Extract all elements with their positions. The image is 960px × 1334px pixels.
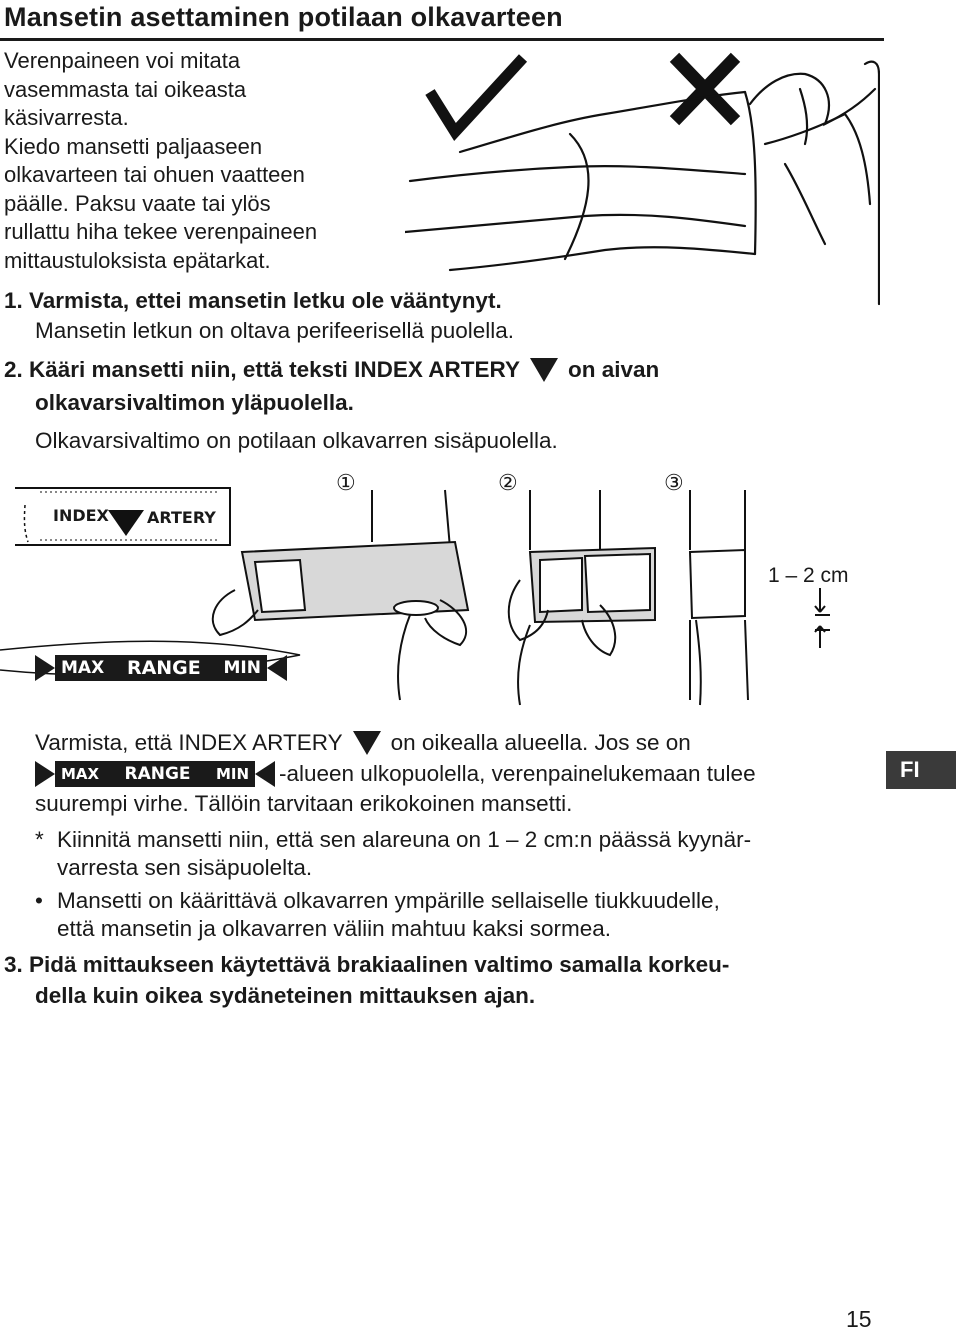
verify-text-b: on oikealla alueella. Jos se on — [390, 730, 691, 755]
dot-line2: että mansetin ja olkavarren väliin mahtuu kaksi sormea. — [57, 916, 612, 941]
range-indicator-inline — [35, 761, 275, 787]
dot-marker: • — [35, 888, 43, 913]
step-number-1: ① — [336, 470, 356, 495]
range-right-arrow-icon — [35, 761, 55, 787]
arm-illustration — [405, 44, 880, 306]
verify-line2 — [35, 759, 756, 789]
range-bar — [55, 655, 267, 681]
step2-heading-cont: olkavarsivaltimon yläpuolella. — [35, 390, 354, 415]
title-rule — [0, 38, 884, 41]
language-tab: FI — [886, 751, 956, 789]
page-number: 15 — [846, 1306, 872, 1332]
verify-text: -alueen ulkopuolella, verenpainelukemaan tulee — [279, 761, 756, 786]
verify-text: Varmista, että INDEX ARTERY — [35, 730, 343, 755]
index-label: INDEX — [53, 506, 109, 525]
step3-line1: 3. Pidä mittaukseen käytettävä brakiaalinen valtimo samalla korkeu- — [4, 952, 730, 977]
range-bar — [55, 761, 255, 787]
artery-label: ARTERY — [147, 508, 216, 527]
distance-label: 1 – 2 cm — [768, 564, 849, 587]
step-number-3: ③ — [664, 470, 684, 495]
range-range: RANGE — [126, 657, 201, 679]
page-title: Mansetin asettaminen potilaan olkavarteen — [4, 2, 563, 32]
range-min: MIN — [215, 765, 249, 783]
step2-heading — [4, 357, 659, 383]
range-max: MAX — [61, 765, 100, 783]
star-line1: Kiinnitä mansetti niin, että sen alareuna on 1 – 2 cm:n päässä kyynär- — [57, 827, 752, 852]
intro-paragraph — [4, 47, 404, 275]
dot-line1: Mansetti on käärittävä olkavarren ympärille sellaiselle tiukkuudelle, — [57, 888, 720, 913]
intro-line: päälle. Paksu vaate tai ylös — [4, 190, 271, 216]
index-arrow-icon — [108, 510, 144, 536]
index-arrow-icon — [353, 731, 381, 755]
step2-heading-text: 2. Kääri mansetti niin, että teksti INDEX ARTERY — [4, 357, 520, 382]
range-left-arrow-icon — [255, 761, 275, 787]
intro-line: vasemmasta tai oikeasta — [4, 76, 247, 102]
range-right-arrow-icon — [35, 655, 55, 681]
intro-line: käsivarresta. — [4, 105, 129, 130]
step2-note: Olkavarsivaltimo on potilaan olkavarren sisäpuolella. — [35, 428, 558, 453]
verify-line1 — [35, 728, 691, 758]
step3-line2: della kuin oikea sydäneteinen mittauksen ajan. — [35, 983, 536, 1008]
arm-drawing — [405, 62, 879, 304]
intro-line: rullattu hiha tekee verenpaineen — [4, 219, 318, 244]
step1-heading: 1. Varmista, ettei mansetin letku ole vääntynyt. — [4, 288, 502, 313]
intro-line: olkavarteen tai ohuen vaatteen — [4, 162, 305, 187]
range-left-arrow-icon — [267, 655, 287, 681]
step1-note: Mansetin letkun on oltava perifeerisellä puolella. — [35, 318, 515, 343]
checkmark-icon — [430, 58, 523, 132]
range-indicator — [35, 654, 287, 682]
verify-line3: suurempi virhe. Tällöin tarvitaan erikokoinen mansetti. — [35, 791, 573, 816]
star-line2: varresta sen sisäpuolelta. — [57, 855, 313, 880]
range-max: MAX — [61, 658, 105, 678]
cross-icon — [679, 62, 731, 116]
range-range: RANGE — [124, 764, 191, 784]
step-number-2: ② — [498, 470, 518, 495]
step2-heading-text-b: on aivan — [567, 357, 660, 382]
intro-line: mittaustuloksista epätarkat. — [4, 247, 271, 273]
star-marker: * — [35, 827, 44, 852]
intro-line: Kiedo mansetti paljaaseen — [4, 133, 263, 159]
index-arrow-icon — [530, 358, 558, 382]
range-min: MIN — [223, 658, 261, 678]
intro-line: Verenpaineen voi mitata — [4, 48, 241, 73]
